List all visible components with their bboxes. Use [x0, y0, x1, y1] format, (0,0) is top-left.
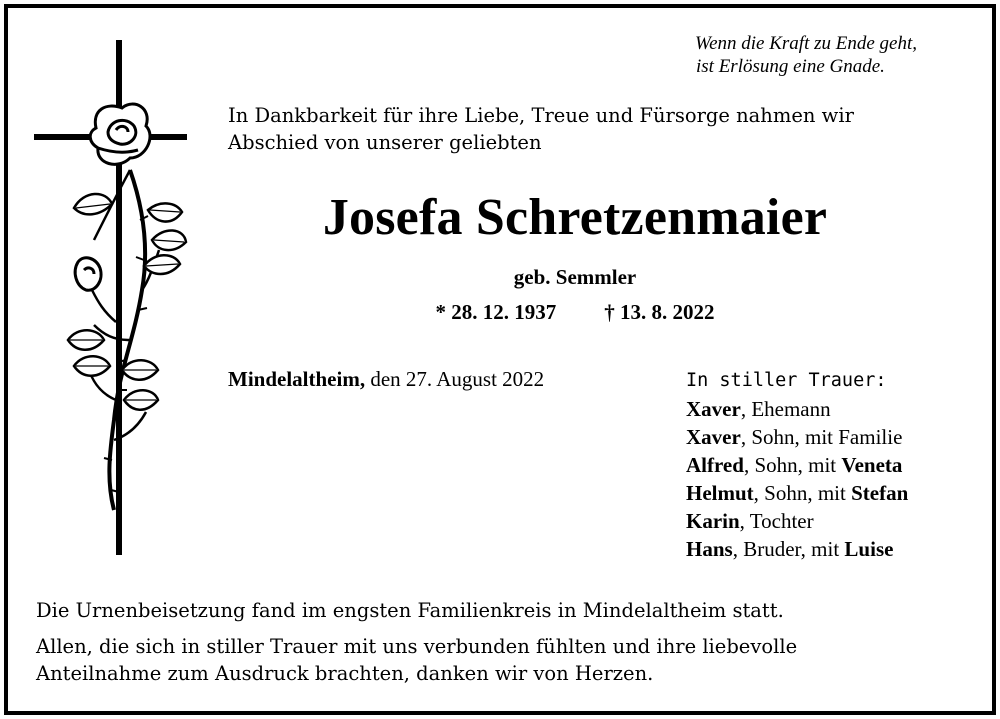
thanks-line-1: Allen, die sich in stiller Trauer mit uns verbunden fühlten und ihre liebevolle [36, 635, 798, 658]
place-and-date [228, 366, 544, 392]
mourner-row [686, 395, 986, 423]
place-name: Mindelaltheim, [228, 367, 366, 391]
intro-line-2: Abschied von unserer geliebten [228, 131, 542, 154]
mourner-partner: Veneta [841, 453, 903, 477]
deceased-name: Josefa Schretzenmaier [322, 189, 828, 246]
footer-text [36, 597, 966, 687]
mourner-partner: Stefan [851, 481, 909, 505]
burial-note: Die Urnenbeisetzung fand im engsten Familienkreis in Mindelaltheim statt. [36, 599, 784, 622]
mourner-relation: , Sohn, mit [753, 481, 852, 505]
thanks-line-2: Anteilnahme zum Ausdruck brachten, danken wir von Herzen. [36, 662, 654, 685]
mourner-partner: Luise [844, 537, 894, 561]
birth-date: * 28. 12. 1937 [435, 300, 557, 324]
motto-line-1: Wenn die Kraft zu Ende geht, [695, 33, 917, 54]
mourner-relation: , Sohn, mit [743, 453, 842, 477]
intro-line-1: In Dankbarkeit für ihre Liebe, Treue und Fürsorge nahmen wir [228, 104, 854, 127]
maiden-name: geb. Semmler [513, 265, 637, 289]
mourner-row [686, 507, 986, 535]
motto-line-2: ist Erlösung eine Gnade. [696, 56, 885, 77]
thanks-note [36, 633, 966, 687]
intro-text [228, 102, 948, 156]
death-date: † 13. 8. 2022 [604, 300, 715, 324]
notice-date: den 27. August 2022 [370, 367, 545, 391]
mourner-name: Xaver [686, 397, 741, 421]
mourner-name: Helmut [686, 481, 754, 505]
mourner-relation: , Sohn, mit Familie [740, 425, 903, 449]
life-dates [150, 299, 1000, 325]
mourner-name: Xaver [686, 425, 741, 449]
mourner-row [686, 479, 986, 507]
mourner-relation: , Tochter [739, 509, 814, 533]
mourner-relation: , Ehemann [740, 397, 831, 421]
mourner-row [686, 423, 986, 451]
mourners-list [686, 395, 986, 563]
mourner-relation: , Bruder, mit [732, 537, 845, 561]
mourners-heading: In stiller Trauer: [686, 370, 887, 391]
mourner-row [686, 451, 986, 479]
mourner-row [686, 535, 986, 563]
mourner-name: Alfred [686, 453, 744, 477]
motto [695, 32, 965, 78]
mourner-name: Hans [686, 537, 733, 561]
mourner-name: Karin [686, 509, 740, 533]
